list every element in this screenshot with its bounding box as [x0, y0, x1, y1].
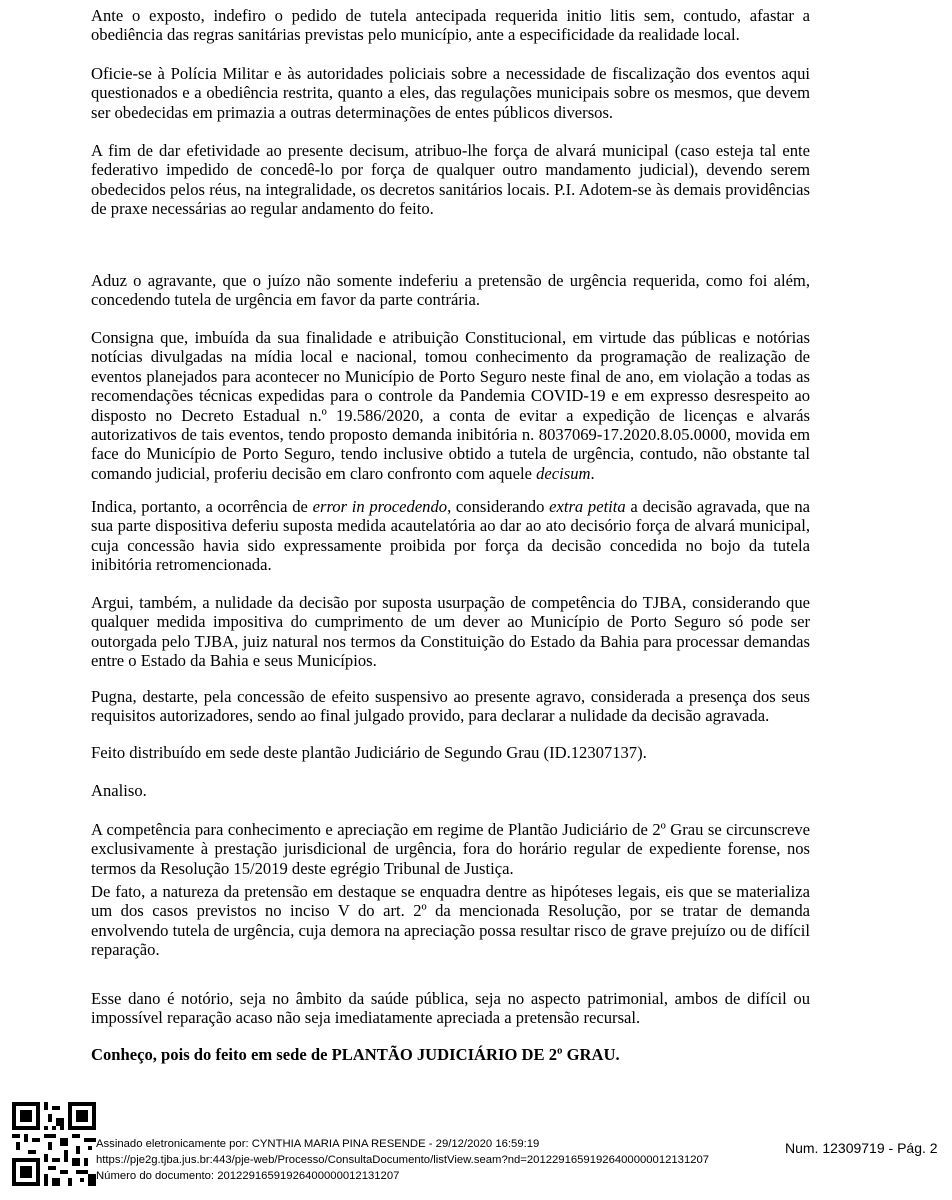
paragraph-6-italic-1: error in procedendo [312, 497, 448, 516]
paragraph-14-bold: Conheço, pois do feito em sede de PLANTÃO JUDICIÁRIO DE 2º GRAU. [91, 1045, 620, 1064]
paragraph-5-italic: decisum [536, 463, 591, 483]
paragraph-11: A competência para conhecimento e apreciação em regime de Plantão Judiciário de 2º Grau se circunscreve exclusivamente à prestação jurisdicional de urgência, fora do horário regular de expediente forense, nos termos da Resolução 15/2019 deste egrégio Tribunal de Justiça. [91, 820, 810, 878]
paragraph-6-text-b: , considerando [447, 497, 550, 516]
paragraph-8: Pugna, destarte, pela concessão de efeito suspensivo ao presente agravo, considerada a presença dos seus requisitos autorizadores, sendo ao final julgado provido, para declarar a nulidade da decisão agravada. [91, 687, 810, 726]
qr-code-icon [12, 1102, 96, 1186]
page-number: Num. 12309719 - Pág. 2 [785, 1140, 938, 1156]
paragraph-6-text-a: Indica, portanto, a ocorrência de [91, 497, 313, 516]
paragraph-9: Feito distribuído em sede deste plantão Judiciário de Segundo Grau (ID.12307137). [91, 743, 647, 762]
paragraph-6-text-c: a decisão agravada, que na sua parte dispositiva deferiu suposta medida acautelatória ao dar ao ato decisório força de alvará municipal, cuja concessão havia sido expressamente proibida por força da decisão concedida no bojo da tutela inibitória retromencionada. [91, 497, 810, 575]
paragraph-10: Analiso. [91, 781, 147, 800]
paragraph-2: Oficie-se à Polícia Militar e às autoridades policiais sobre a necessidade de fiscalização dos eventos aqui questionados e a obediência restrita, quanto a eles, das regulações municipais sobre os mesmos, que devem ser obedecidas em primazia a outras determinações de entes públicos diversos. [91, 64, 810, 122]
paragraph-7: Argui, também, a nulidade da decisão por suposta usurpação de competência do TJBA, considerando que qualquer medida impositiva do cumprimento de um dever ao Município de Porto Seguro só pode ser outorgada pelo TJBA, juiz natural nos termos da Constituição do Estado da Bahia para processar demandas entre o Estado da Bahia e seus Municípios. [91, 593, 810, 671]
document-number: Número do documento: 20122916591926400000012131207 [96, 1170, 400, 1182]
paragraph-5-end: . [590, 463, 595, 483]
paragraph-5-text: Consigna que, imbuída da sua finalidade e atribuição Constitucional, em virtude das públicas e notórias notícias divulgadas na mídia local e nacional, tomou conhecimento da programação de realização de eventos planejados para acontecer no Município de Porto Seguro neste final de ano, em violação a todas as recomendações técnicas expedidas para o controle da Pandemia COVID-19 e em expresso desrespeito ao disposto no Decreto Estadual n.º 19.586/2020, a conta de evitar a expedição de licenças e alvarás autorizativos de tais eventos, tendo proposto demanda inibitória n. 8037069-17.2020.8.05.0000, movida em face do Município de Porto Seguro, tendo inclusive obtido a tutela de urgência, contudo, não obstante tal comando judicial, proferiu decisão em claro confronto com aquele [91, 328, 810, 483]
signature-line: Assinado eletronicamente por: CYNTHIA MARIA PINA RESENDE - 29/12/2020 16:59:19 [96, 1138, 540, 1150]
document-url[interactable]: https://pje2g.tjba.jus.br:443/pje-web/Processo/ConsultaDocumento/listView.seam?nd=20122916591926400000012131207 [96, 1154, 710, 1166]
paragraph-3: A fim de dar efetividade ao presente decisum, atribuo-lhe força de alvará municipal (caso esteja tal ente federativo impedido de concedê-lo por força de qualquer outro mandamento judicial), devendo serem obedecidos pelos réus, na integralidade, os decretos sanitários locais. P.I. Adotem-se às demais providências de praxe necessárias ao regular andamento do feito. [91, 141, 810, 219]
paragraph-13: Esse dano é notório, seja no âmbito da saúde pública, seja no aspecto patrimonial, ambos de difícil ou impossível reparação acaso não seja imediatamente apreciada a pretensão recursal. [91, 989, 810, 1028]
paragraph-4: Aduz o agravante, que o juízo não somente indeferiu a pretensão de urgência requerida, como foi além, concedendo tutela de urgência em favor da parte contrária. [91, 271, 810, 310]
paragraph-6 [91, 497, 810, 575]
paragraph-5 [91, 328, 810, 483]
paragraph-6-italic-2: extra petita [549, 497, 626, 516]
paragraph-12: De fato, a natureza da pretensão em destaque se enquadra dentre as hipóteses legais, eis que se materializa um dos casos previstos no inciso V do art. 2º da mencionada Resolução, por se tratar de demanda envolvendo tutela de urgência, cuja demora na apreciação possa resultar risco de grave prejuízo ou de difícil reparação. [91, 882, 810, 960]
paragraph-1: Ante o exposto, indefiro o pedido de tutela antecipada requerida initio litis sem, contudo, afastar a obediência das regras sanitárias previstas pelo município, ante a especificidade da realidade local. [91, 6, 810, 45]
